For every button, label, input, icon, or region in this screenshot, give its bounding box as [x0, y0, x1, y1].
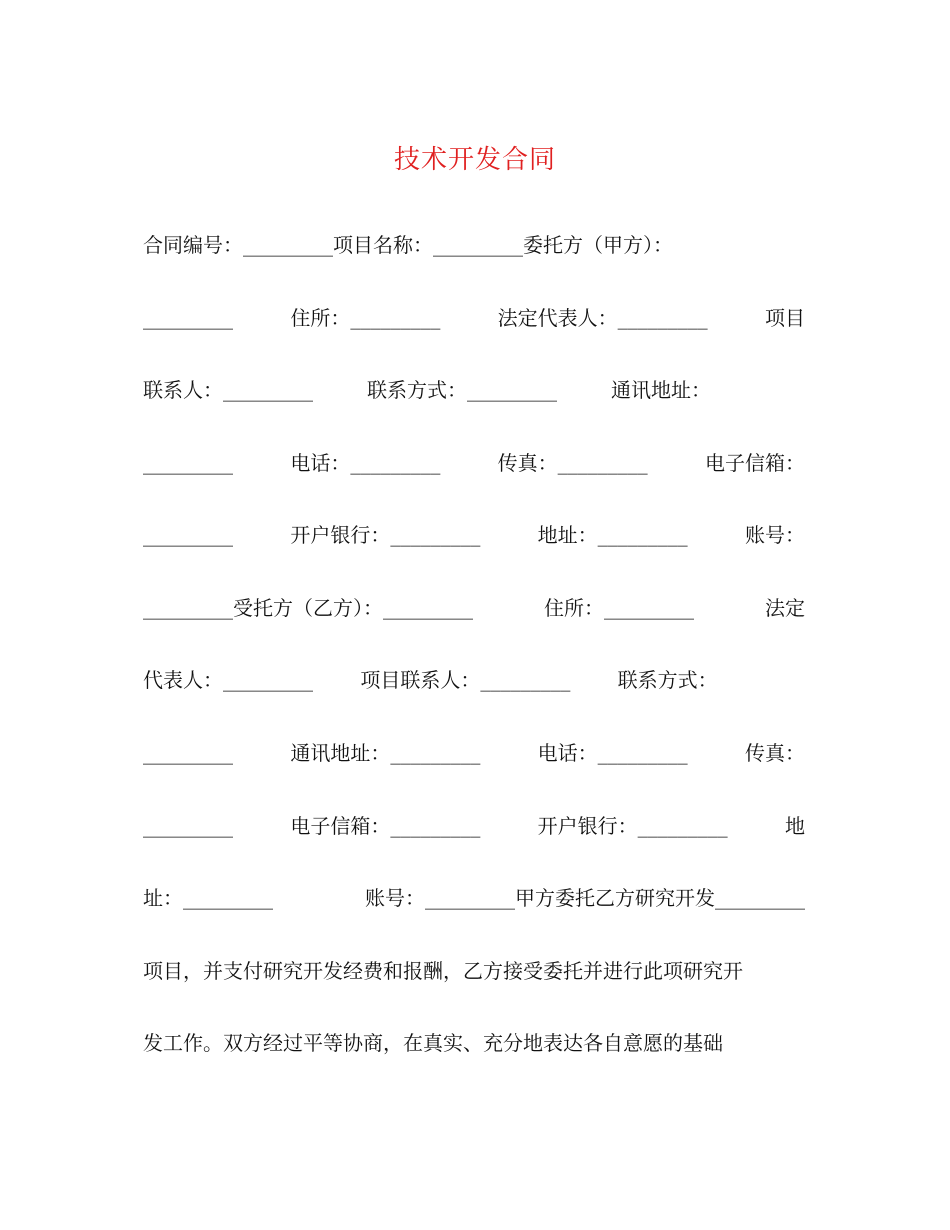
text-line — [143, 229, 805, 261]
text-line — [143, 737, 805, 769]
text-segment: 法定代表人：_________ — [497, 306, 708, 330]
text-segment: 电子信箱：_________ — [290, 814, 481, 838]
text-segment: 电子信箱： — [704, 451, 805, 475]
text-line — [143, 810, 805, 842]
text-segment: 合同编号：_________项目名称：_________委托方（甲方）： — [143, 233, 673, 257]
text-segment: 账号： — [744, 523, 805, 547]
text-line — [143, 519, 805, 551]
text-segment: 传真： — [744, 741, 805, 765]
text-line — [143, 374, 805, 406]
text-segment: 项目，并支付研究开发经费和报酬，乙方接受委托并进行此项研究开 — [143, 959, 743, 983]
text-line — [143, 955, 805, 987]
text-segment: _________ — [143, 451, 233, 475]
text-line — [143, 447, 805, 479]
text-segment: 联系人：_________ — [143, 378, 313, 402]
text-segment: 账号：_________甲方委托乙方研究开发_________ — [365, 886, 805, 910]
text-segment: _________受托方（乙方）：_________ — [143, 596, 473, 620]
text-segment: 住所：_________ — [290, 306, 441, 330]
text-segment: 通讯地址： — [611, 378, 711, 402]
text-segment: 开户银行：_________ — [290, 523, 481, 547]
text-line — [143, 882, 805, 914]
text-segment: 传真：_________ — [497, 451, 648, 475]
text-segment: _________ — [143, 523, 233, 547]
document-title: 技术开发合同 — [393, 145, 556, 175]
text-line — [143, 1027, 805, 1059]
text-segment: 通讯地址：_________ — [290, 741, 481, 765]
text-segment: 址：_________ — [143, 886, 273, 910]
text-segment: 联系方式：_________ — [367, 378, 557, 402]
text-line — [143, 664, 805, 696]
text-segment: 电话：_________ — [290, 451, 441, 475]
text-segment: 开户银行：_________ — [537, 814, 728, 838]
text-segment: 地 — [784, 814, 805, 838]
text-segment: 住所：_________ — [544, 596, 694, 620]
text-segment: 项目 — [764, 306, 805, 330]
text-segment: _________ — [143, 741, 233, 765]
text-segment: 代表人：_________ — [143, 668, 313, 692]
text-segment: 项目联系人：_________ — [360, 668, 571, 692]
text-line — [143, 302, 805, 334]
text-segment: _________ — [143, 306, 233, 330]
text-line — [143, 592, 805, 624]
text-segment: _________ — [143, 814, 233, 838]
text-segment: 电话：_________ — [537, 741, 688, 765]
text-segment: 法定 — [765, 596, 805, 620]
text-segment: 发工作。双方经过平等协商，在真实、充分地表达各自意愿的基础 — [143, 1031, 723, 1055]
text-segment: 联系方式： — [617, 668, 718, 692]
text-segment: 地址：_________ — [537, 523, 688, 547]
